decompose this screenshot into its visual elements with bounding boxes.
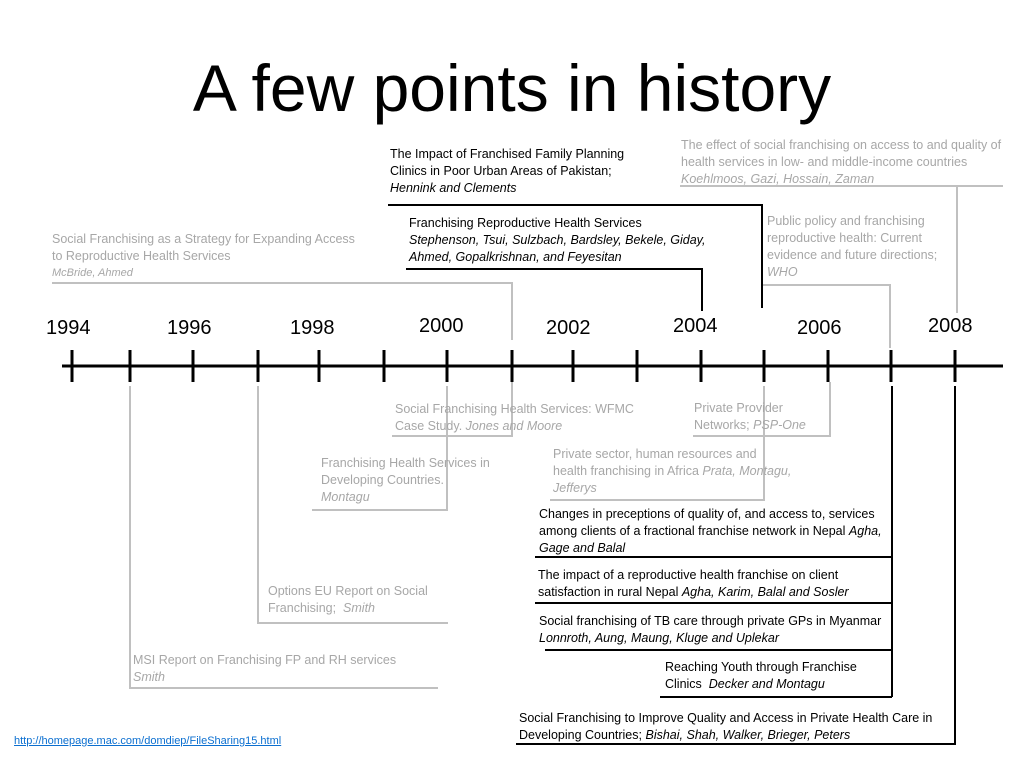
year-label: 2000 [419,315,464,337]
event-authors: PSP-One [753,418,806,432]
event-sf-strategy [52,231,362,282]
event-effect-lmic [681,137,1011,188]
event-youth [665,659,890,693]
event-text: Social franchising of TB care through private GPs in Myanmar [539,614,882,628]
connector-franchising-rhs [406,269,702,311]
event-authors: Decker and Montagu [708,677,825,691]
event-authors: Jones and Moore [465,419,563,433]
event-authors: Prata, Montagu, Jefferys [553,464,792,495]
event-public-policy [767,213,952,281]
event-impact-nepal [538,567,900,601]
event-improve-quality [519,710,979,744]
year-label: 1998 [290,317,335,339]
event-text: Social Franchising to Improve Quality and Access in Private Health Care in Developing Countries; [519,711,933,742]
event-authors: Agha, Gage and Balal [539,524,882,555]
event-text: Franchising Reproductive Health Services [409,216,642,230]
event-text: Private Provider Networks; [694,401,783,432]
event-text: MSI Report on Franchising FP and RH services [133,653,397,667]
source-link[interactable]: http://homepage.mac.com/domdiep/FileSharing15.html [14,735,282,747]
year-label: 2004 [673,315,718,337]
event-private-sector [553,446,793,497]
event-tb-care [539,613,889,647]
event-text: The impact of a reproductive health franchise on client satisfaction in rural Nepal [538,568,839,599]
event-authors: Bishai, Shah, Walker, Brieger, Peters [645,728,851,742]
event-options-eu [268,583,458,617]
event-authors: Smith [133,670,165,684]
event-authors: Agha, Karim, Balal and Sosler [681,585,849,599]
event-authors: Montagu [321,490,370,504]
event-text: Social Franchising Health Services: WFMC Case Study. [395,402,634,433]
event-text: Franchising Health Services in Developing Countries. [321,456,490,487]
event-authors: Lonnroth, Aung, Maung, Kluge and Uplekar [539,631,779,645]
event-authors: McBride, Ahmed [52,267,133,279]
event-authors: Hennink and Clements [390,181,517,195]
event-authors: Smith [343,601,375,615]
event-developing [321,455,506,506]
event-private-provider [694,400,824,434]
year-label: 1996 [167,317,212,339]
event-text: Options EU Report on Social Franchising; [268,584,428,615]
event-text: The effect of social franchising on access to and quality of health services in low- and middle-income countries [681,138,1002,169]
event-text: Reaching Youth through Franchise Clinics [665,660,857,691]
year-label: 1994 [46,317,91,339]
slide-title: A few points in history [192,51,832,125]
event-franchising-rhs [409,215,709,266]
event-authors: WHO [767,265,798,279]
connector-msi [130,386,438,688]
event-text: Changes in preceptions of quality of, and access to, services among clients of a fractional franchise network in Nepal [539,507,875,538]
event-text: The Impact of Franchised Family Planning Clinics in Poor Urban Areas of Pakistan; [390,147,625,178]
event-text: Public policy and franchising reproductive health: Current evidence and future directions; [767,214,938,262]
event-impact-pakistan [390,146,640,197]
event-text: Social Franchising as a Strategy for Expanding Access to Reproductive Health Services [52,232,355,263]
year-label: 2008 [928,315,973,337]
event-authors: Stephenson, Tsui, Sulzbach, Bardsley, Bekele, Giday, Ahmed, Gopalkrishnan, and Feyesitan [409,233,706,264]
event-msi [133,652,443,686]
event-changes [539,506,904,557]
event-text: Private sector, human resources and health franchising in Africa [553,447,757,478]
event-authors: Koehlmoos, Gazi, Hossain, Zaman [681,172,875,186]
year-label: 2006 [797,317,842,339]
event-wfmc [395,401,635,435]
year-label: 2002 [546,317,591,339]
